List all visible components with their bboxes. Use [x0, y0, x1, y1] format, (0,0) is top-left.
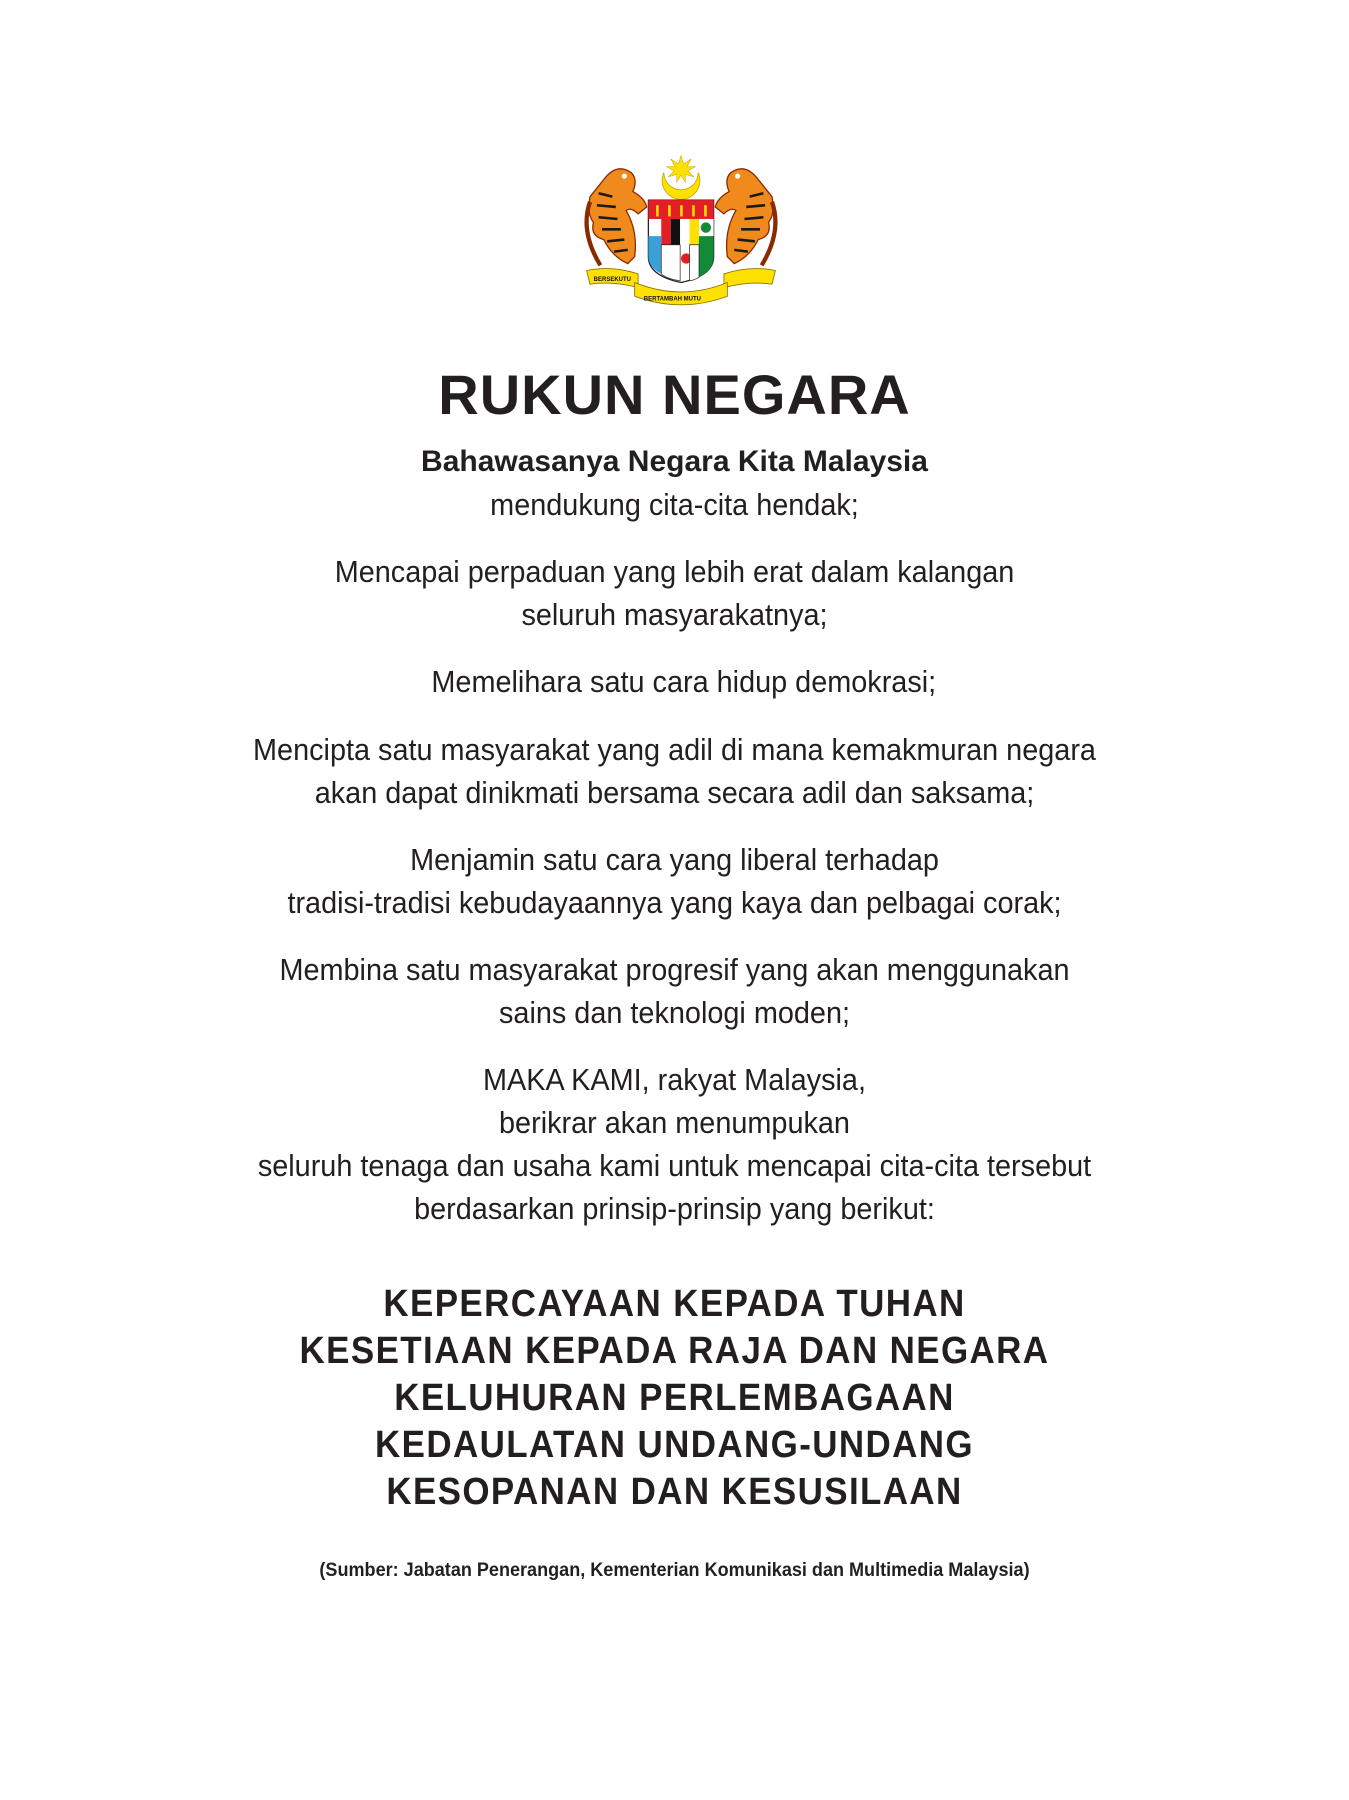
- preamble-bold: Bahawasanya Negara Kita Malaysia: [421, 445, 928, 478]
- principle-1: KEPERCAYAAN KEPADA TUHAN: [383, 1283, 966, 1325]
- svg-text:BERTAMBAH MUTU: BERTAMBAH MUTU: [643, 296, 702, 303]
- pledge-line-3: seluruh tenaga dan usaha kami untuk mencapai cita-cita tersebut: [257, 1148, 1092, 1183]
- aspiration-2-line-1: Memelihara satu cara hidup demokrasi;: [431, 664, 937, 699]
- aspiration-1-line-2: seluruh masyarakatnya;: [521, 597, 828, 632]
- coat-of-arms-emblem: [578, 148, 784, 314]
- preamble: mendukung cita-cita hendak;: [490, 487, 859, 522]
- source-citation: (Sumber: Jabatan Penerangan, Kementerian Komunikasi dan Multimedia Malaysia): [319, 1560, 1030, 1581]
- svg-text:BERSEKUTU: BERSEKUTU: [593, 276, 632, 283]
- aspiration-4-line-2: tradisi-tradisi kebudayaannya yang kaya dan pelbagai corak;: [287, 885, 1062, 920]
- left-tiger-icon: [587, 169, 647, 266]
- aspiration-1-line-1: Mencapai perpaduan yang lebih erat dalam kalangan: [334, 554, 1015, 589]
- principle-5: KESOPANAN DAN KESUSILAAN: [386, 1471, 963, 1513]
- pledge-line-4: berdasarkan prinsip-prinsip yang berikut:: [414, 1191, 935, 1226]
- pledge-line-2: berikrar akan menumpukan: [499, 1105, 850, 1140]
- principle-4: KEDAULATAN UNDANG-UNDANG: [375, 1424, 974, 1466]
- aspiration-4-line-1: Menjamin satu cara yang liberal terhadap: [410, 842, 939, 877]
- aspiration-3-line-2: akan dapat dinikmati bersama secara adil dan saksama;: [314, 775, 1035, 810]
- aspiration-3-line-1: Mencipta satu masyarakat yang adil di mana kemakmuran negara: [253, 732, 1096, 767]
- pledge-line-1: MAKA KAMI, rakyat Malaysia,: [483, 1062, 866, 1097]
- aspiration-5-line-1: Membina satu masyarakat progresif yang akan menggunakan: [279, 952, 1070, 987]
- aspiration-5-line-2: sains dan teknologi moden;: [498, 995, 850, 1030]
- crescent-star-icon: [662, 155, 700, 199]
- right-tiger-icon: [715, 169, 775, 266]
- page-title: RUKUN NEGARA: [438, 363, 911, 426]
- shield-icon: [648, 200, 713, 282]
- principle-2: KESETIAAN KEPADA RAJA DAN NEGARA: [299, 1330, 1050, 1372]
- principle-3: KELUHURAN PERLEMBAGAAN: [394, 1377, 955, 1419]
